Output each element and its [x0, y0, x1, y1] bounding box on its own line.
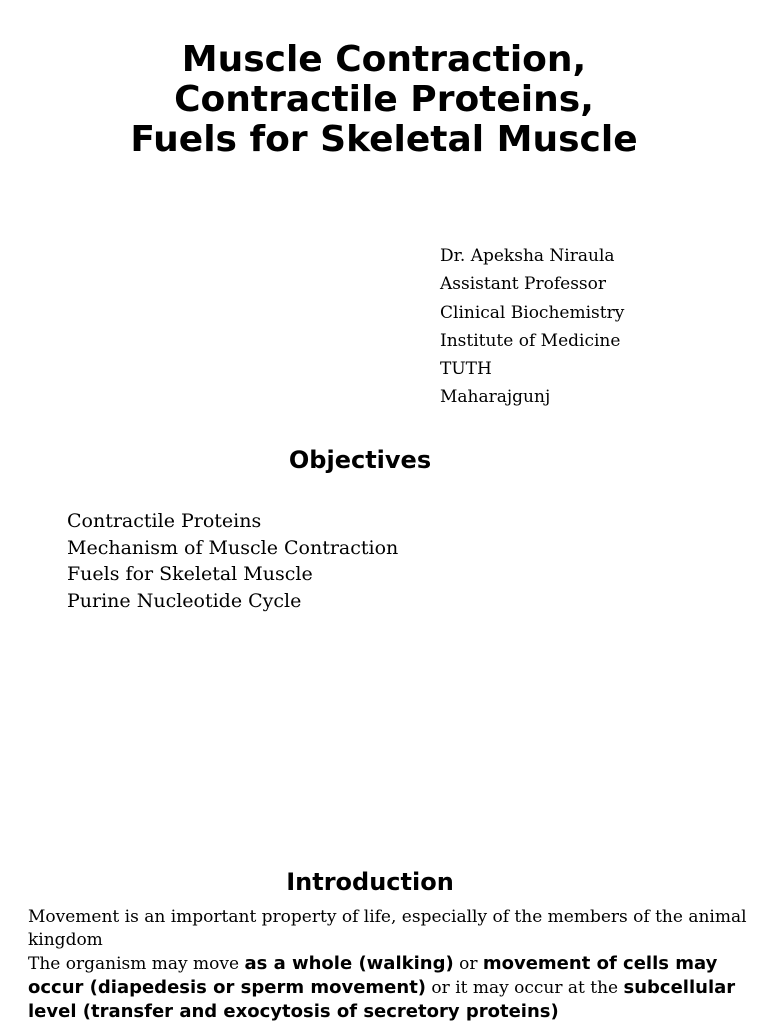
- intro-paragraph: Movement is an important property of life, especially of the members of the animal kingdom: [28, 907, 747, 950]
- author-department: Clinical Biochemistry: [440, 302, 625, 323]
- intro-emphasis: subcellular level (transfer and exocytosis of secretory proteins): [28, 977, 736, 1022]
- objectives-list: [67, 508, 398, 614]
- author-name: Dr. Apeksha Niraula: [440, 246, 615, 266]
- introduction-heading: Introduction: [286, 868, 454, 896]
- objectives-heading: Objectives: [288, 446, 432, 474]
- author-institute: Institute of Medicine: [440, 330, 621, 351]
- title-line: Fuels for Skeletal Muscle: [130, 119, 638, 160]
- intro-text: The organism may move: [28, 954, 245, 974]
- author-position: Assistant Professor: [440, 274, 606, 295]
- intro-emphasis: as a whole (walking): [244, 953, 454, 974]
- objective-item: Fuels for Skeletal Muscle: [67, 563, 313, 585]
- author-block: [440, 242, 624, 412]
- objective-item: Mechanism of Muscle Contraction: [67, 536, 399, 559]
- objective-item: Contractile Proteins: [67, 510, 262, 532]
- intro-emphasis: movement of cells may occur (diapedesis or sperm movement): [28, 953, 718, 998]
- title-line: Contractile Proteins,: [174, 79, 594, 120]
- intro-text: or: [453, 954, 483, 974]
- author-hospital: TUTH: [440, 359, 492, 380]
- intro-paragraph: [28, 952, 763, 1024]
- introduction-body: [28, 906, 763, 1024]
- intro-text: or it may occur at the: [426, 978, 624, 998]
- title-line: Muscle Contraction,: [181, 39, 587, 80]
- author-location: Maharajgunj: [440, 387, 551, 408]
- document-title: [0, 40, 768, 160]
- objective-item: Purine Nucleotide Cycle: [67, 589, 302, 612]
